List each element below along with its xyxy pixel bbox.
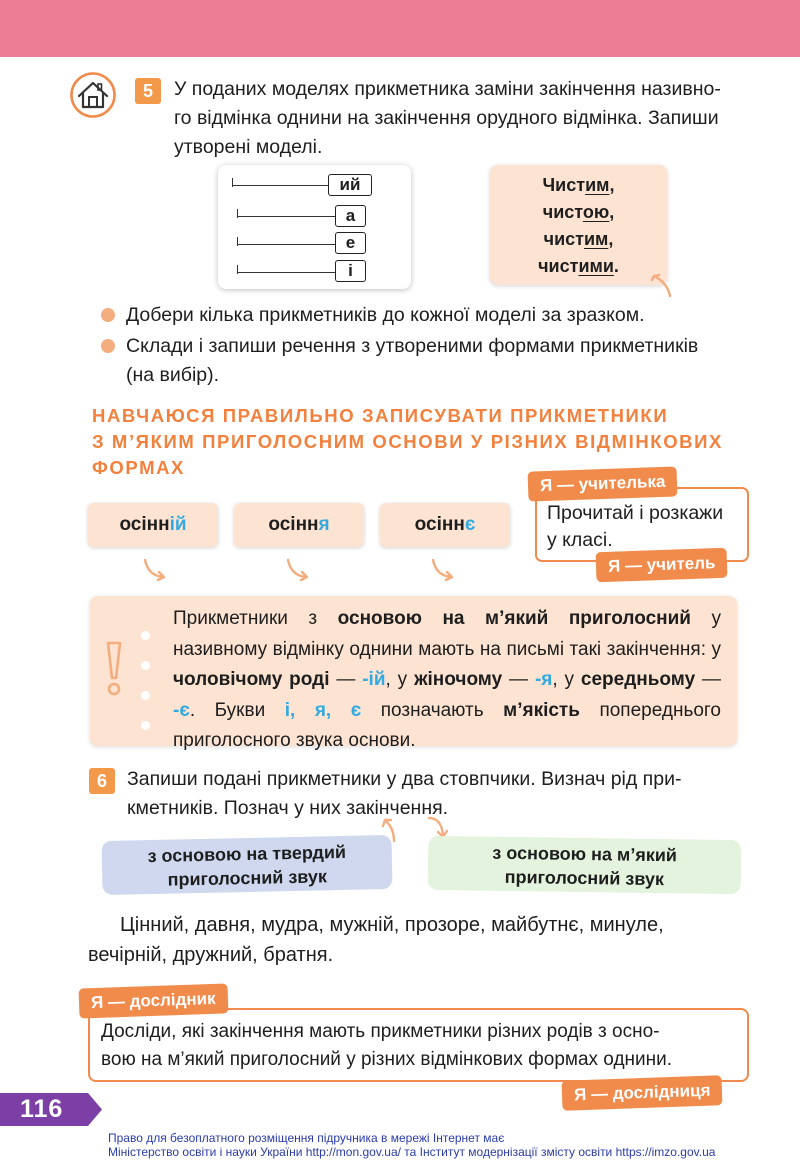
sample-word: Чистим,: [542, 175, 615, 195]
decor-dot: [141, 721, 150, 730]
bullet-line: Склади і запиши речення з утвореними формами прикметників: [126, 335, 699, 357]
task-5-line: го відмінка однини на закінчення орудного відмінка. Запиши: [174, 107, 719, 129]
curved-arrow-icon: [140, 557, 170, 583]
model-stem-line: [237, 244, 335, 245]
model-stem-line: [237, 272, 335, 273]
research-box: [88, 1008, 749, 1082]
bullet-dot: [101, 308, 115, 322]
task-5-line: У поданих моделях прикметника заміни закінчення називно-: [174, 78, 721, 100]
task-number-badge: 5: [135, 78, 161, 104]
column-label-line: приголосний звук: [504, 866, 665, 890]
model-ending-box: е: [335, 232, 366, 254]
bullet-line: (на вибір).: [126, 364, 220, 386]
section-title-line: ФОРМАХ: [92, 457, 185, 478]
home-task-icon: [68, 72, 118, 118]
bullet-text: [126, 332, 746, 390]
sample-word: чистим,: [543, 229, 614, 249]
word-card-feminine: осіння: [234, 503, 364, 547]
model-stem-line: [232, 185, 328, 186]
footer-line: Право для безоплатного розміщення підручника в мережі Інтернет має: [108, 1131, 505, 1145]
sample-word: чистою,: [542, 202, 615, 222]
research-line: вою на м’який приголосний у різних відмінкових формах однини.: [101, 1049, 673, 1070]
decor-dot: [141, 691, 150, 700]
model-ending-box: і: [335, 260, 366, 282]
bullet-text: Добери кілька прикметників до кожної моделі за зразком.: [126, 304, 645, 326]
adjectives-list: [88, 910, 748, 970]
bullet-dot: [101, 339, 115, 353]
curved-arrow-icon: [283, 557, 313, 583]
sample-card: [490, 165, 667, 285]
header-band: [0, 0, 800, 57]
model-ending-box: а: [335, 205, 366, 227]
model-stem-tick: [237, 237, 238, 246]
section-title-line: З М’ЯКИМ ПРИГОЛОСНИМ ОСНОВИ У РІЗНИХ ВІДМІНКОВИХ: [92, 431, 723, 452]
sample-word: чистими.: [538, 256, 619, 276]
decor-dot: [141, 631, 150, 640]
section-title-line: НАВЧАЮСЯ ПРАВИЛЬНО ЗАПИСУВАТИ ПРИКМЕТНИКИ: [92, 405, 669, 426]
tag-teacher-male: Я — учитель: [596, 548, 728, 583]
teacher-line: у класі.: [547, 529, 613, 551]
task-6-line: Запиши подані прикметники у два стовпчики. Визнач рід при-: [127, 768, 682, 790]
teacher-line: Прочитай і розкажи: [547, 502, 724, 524]
tag-researcher-male: Я — дослідник: [79, 983, 229, 1018]
task-number-badge: 6: [89, 768, 115, 794]
word-card-neuter: осіннє: [380, 503, 510, 547]
model-ending-box: ий: [328, 174, 372, 196]
adjectives-line: вечірній, дружний, братня.: [88, 944, 334, 966]
rule-text: Прикметники з основою на м’який приголосний у називному відмінку однини мають на письмі такі закінчення: у чоловічому роді — -ій, у жіночому — -я, у середньому — -є. Букви і, я, є позначають м’якість попереднього приголосного звука основи.: [173, 608, 722, 751]
exclamation-icon: [103, 640, 125, 698]
task-5-line: утворені моделі.: [174, 136, 323, 158]
research-text: [101, 1018, 741, 1074]
curved-arrow-icon: [428, 557, 458, 583]
model-stem-tick: [232, 178, 233, 187]
model-stem-tick: [237, 209, 238, 218]
word-card-masculine: осінній: [88, 503, 218, 547]
column-hard-consonant: [101, 835, 392, 895]
model-card: [218, 165, 411, 289]
column-label-line: приголосний звук: [167, 866, 328, 890]
model-stem-line: [237, 216, 335, 217]
decor-dot: [141, 661, 150, 670]
column-label-line: з основою на м’який: [492, 842, 678, 866]
footer-line: Міністерство освіти і науки України http://mon.gov.ua/ та Інститут модернізації змісту освіти https://imzo.gov.ua: [108, 1145, 716, 1159]
adjectives-line: Цінний, давня, мудра, мужній, прозоре, майбутнє, минуле,: [120, 914, 664, 936]
tag-researcher-female: Я — дослідниця: [562, 1075, 723, 1111]
model-stem-tick: [237, 265, 238, 274]
column-soft-consonant: [428, 836, 742, 894]
tag-teacher-female: Я — учителька: [528, 466, 678, 501]
column-label-line: з основою на твердий: [147, 841, 347, 867]
task-6-line: кметників. Познач у них закінчення.: [127, 797, 449, 819]
teacher-text: [547, 500, 723, 554]
research-line: Досліди, які закінчення мають прикметники різних родів з осно-: [101, 1021, 660, 1042]
curved-arrow-icon: [648, 266, 678, 300]
page-number: 116: [20, 1095, 64, 1123]
task-5-text: [174, 75, 744, 162]
